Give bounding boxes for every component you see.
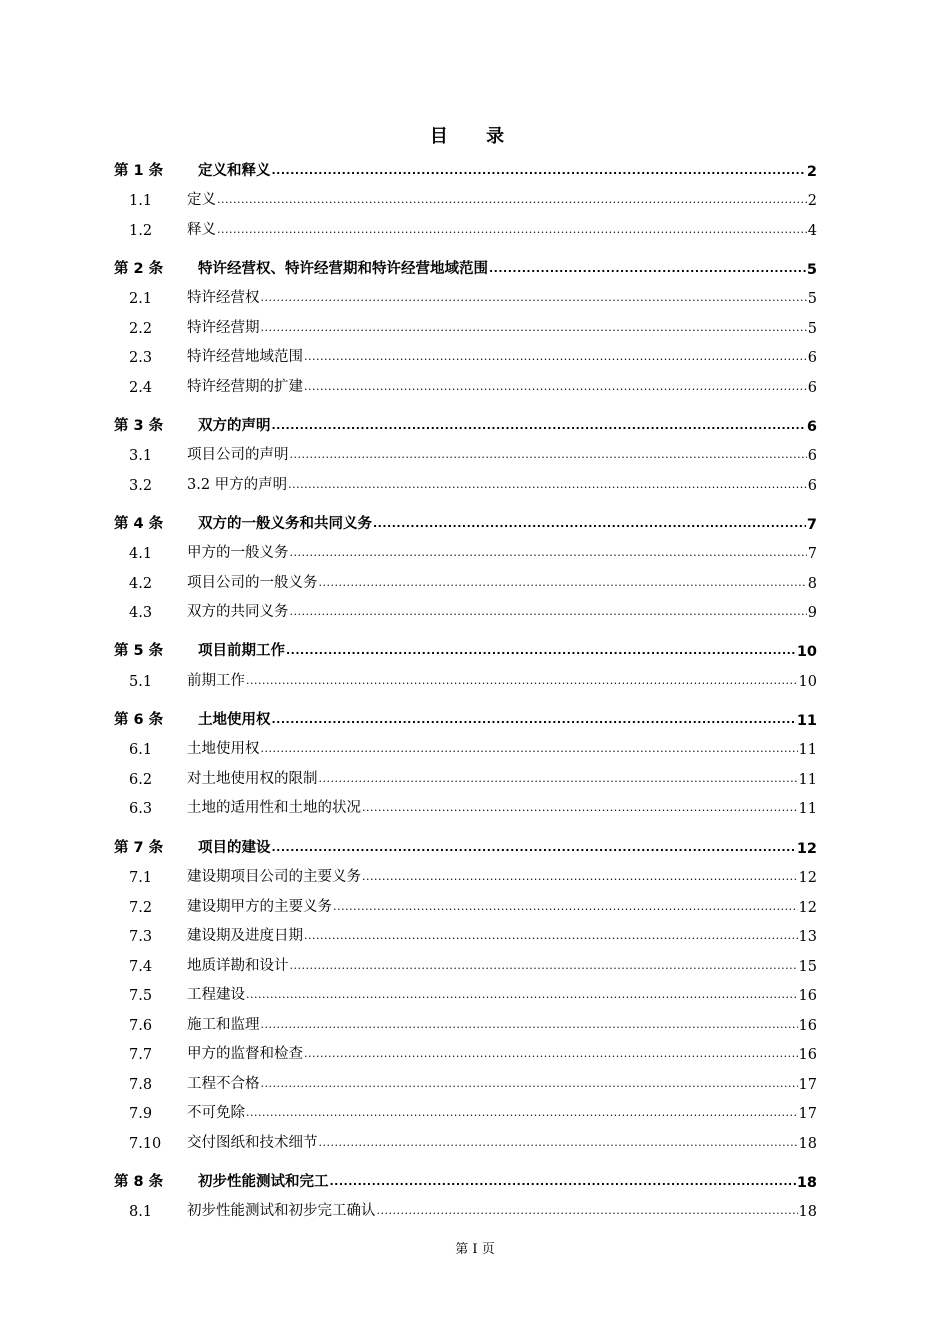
toc-entry-number: 7.9 xyxy=(129,1106,153,1123)
toc-entry-number: 第 5 条 xyxy=(114,643,164,660)
toc-entry-label: 土地的适用性和土地的状况 xyxy=(187,800,361,817)
toc-entry-number: 第 2 条 xyxy=(114,260,164,277)
toc-section-entry[interactable] xyxy=(114,916,817,946)
dot-leader xyxy=(304,351,807,366)
toc-entry-page: 6 xyxy=(807,448,817,465)
toc-entry-number: 2.1 xyxy=(129,291,153,308)
dot-leader xyxy=(261,1078,798,1093)
toc-entry-page: 16 xyxy=(798,1017,817,1034)
toc-section-entry[interactable] xyxy=(114,562,817,592)
toc-entry-page: 18 xyxy=(798,1204,817,1221)
toc-entry-number: 第 6 条 xyxy=(114,711,164,728)
toc-section-entry[interactable] xyxy=(114,435,817,465)
toc-entry-page: 16 xyxy=(798,1047,817,1064)
toc-entry-page: 18 xyxy=(796,1174,817,1191)
toc-entry-page: 11 xyxy=(798,771,817,788)
dot-leader xyxy=(290,960,798,975)
toc-entry-number: 4.3 xyxy=(129,605,153,622)
toc-chapter-entry[interactable] xyxy=(114,699,817,729)
toc-section-entry[interactable] xyxy=(114,1093,817,1123)
toc-entry-number: 第 4 条 xyxy=(114,515,164,532)
toc-section-entry[interactable] xyxy=(114,788,817,818)
toc-section-entry[interactable] xyxy=(114,660,817,690)
page-footer: 第 I 页 xyxy=(455,1242,495,1257)
toc-entry-page: 5 xyxy=(806,261,817,278)
dot-leader xyxy=(304,1048,798,1063)
toc-entry-label: 定义 xyxy=(187,192,216,208)
dot-leader xyxy=(304,930,798,945)
toc-entry-label: 土地使用权 xyxy=(187,741,260,758)
toc-entry-page: 7 xyxy=(806,516,817,533)
toc-entry-number: 7.7 xyxy=(129,1047,153,1064)
toc-entry-label: 初步性能测试和初步完工确认 xyxy=(187,1203,376,1220)
toc-entry-number: 7.4 xyxy=(129,958,153,975)
toc-entry-label: 定义和释义 xyxy=(198,162,271,179)
toc-entry-page: 6 xyxy=(807,477,817,494)
toc-entry-label: 土地使用权 xyxy=(198,711,271,728)
toc-section-entry[interactable] xyxy=(114,464,817,494)
page-title: 目 录 xyxy=(429,126,521,147)
toc-entry-number: 2.4 xyxy=(129,379,153,396)
toc-entry-page: 12 xyxy=(798,899,817,916)
toc-entry-number: 6.3 xyxy=(129,801,153,818)
toc-chapter-entry[interactable] xyxy=(114,503,817,533)
toc-entry-number: 6.1 xyxy=(129,742,153,759)
toc-entry-label: 项目公司的一般义务 xyxy=(187,574,318,591)
toc-entry-label: 甲方的一般义务 xyxy=(187,545,289,562)
toc-entry-label: 建设期项目公司的主要义务 xyxy=(187,869,361,886)
dot-leader xyxy=(319,773,798,788)
toc-section-entry[interactable] xyxy=(114,337,817,367)
dot-leader xyxy=(286,645,796,660)
toc-entry-label: 双方的一般义务和共同义务 xyxy=(198,515,372,532)
toc-entry-label: 双方的声明 xyxy=(198,417,271,434)
toc-section-entry[interactable] xyxy=(114,180,817,210)
toc-entry-page: 18 xyxy=(798,1135,817,1152)
toc-entry-number: 2.2 xyxy=(129,320,153,337)
dot-leader xyxy=(246,675,798,690)
dot-leader xyxy=(261,322,807,337)
toc-entry-label: 释义 xyxy=(187,221,216,238)
toc-entry-label: 不可免除 xyxy=(187,1105,245,1122)
dot-leader xyxy=(261,292,807,307)
toc-section-entry[interactable] xyxy=(114,307,817,337)
toc-entry-page: 13 xyxy=(798,929,817,946)
toc-entry-number: 5.1 xyxy=(129,673,153,690)
dot-leader xyxy=(373,518,806,533)
toc-entry-label: 地质详勘和设计 xyxy=(187,957,289,974)
toc-entry-page: 11 xyxy=(798,742,817,759)
toc-entry-label: 施工和监理 xyxy=(187,1016,260,1033)
toc-entry-number: 7.3 xyxy=(129,929,153,946)
dot-leader xyxy=(272,714,796,729)
toc-entry-label: 项目的建设 xyxy=(198,839,271,856)
toc-section-entry[interactable] xyxy=(114,1004,817,1034)
toc-entry-page: 7 xyxy=(807,546,817,563)
toc-entry-label: 项目公司的声明 xyxy=(187,447,289,464)
table-of-contents xyxy=(114,150,817,1220)
dot-leader xyxy=(246,1107,798,1122)
toc-section-entry[interactable] xyxy=(114,278,817,308)
toc-entry-page: 16 xyxy=(798,988,817,1005)
toc-entry-number: 3.1 xyxy=(129,448,153,465)
dot-leader xyxy=(290,606,807,621)
toc-entry-label: 初步性能测试和完工 xyxy=(198,1173,329,1190)
toc-entry-page: 6 xyxy=(807,350,817,367)
toc-entry-page: 6 xyxy=(806,418,817,435)
dot-leader xyxy=(261,1019,798,1034)
toc-chapter-entry[interactable] xyxy=(114,631,817,661)
dot-leader xyxy=(319,1137,798,1152)
toc-chapter-entry[interactable] xyxy=(114,1161,817,1191)
toc-entry-page: 17 xyxy=(798,1106,817,1123)
toc-section-entry[interactable] xyxy=(114,1034,817,1064)
toc-chapter-entry[interactable] xyxy=(114,150,817,180)
toc-entry-page: 10 xyxy=(796,644,817,661)
dot-leader xyxy=(217,224,807,239)
dot-leader xyxy=(272,165,806,180)
dot-leader xyxy=(304,381,807,396)
toc-entry-label: 3.2 甲方的声明 xyxy=(187,476,288,493)
toc-entry-number: 4.2 xyxy=(129,575,153,592)
toc-section-entry[interactable] xyxy=(114,1122,817,1152)
toc-entry-label: 特许经营权 xyxy=(187,290,260,307)
toc-entry-page: 5 xyxy=(807,320,817,337)
toc-entry-number: 3.2 xyxy=(129,477,153,494)
dot-leader xyxy=(319,577,807,592)
toc-chapter-entry[interactable] xyxy=(114,248,817,278)
toc-entry-page: 2 xyxy=(806,163,817,180)
toc-entry-page: 9 xyxy=(807,605,817,622)
toc-entry-number: 第 7 条 xyxy=(114,839,164,856)
toc-entry-number: 1.2 xyxy=(129,222,153,239)
dot-leader xyxy=(290,449,807,464)
toc-entry-number: 7.6 xyxy=(129,1017,153,1034)
toc-chapter-entry[interactable] xyxy=(114,827,817,857)
toc-entry-label: 双方的共同义务 xyxy=(187,604,289,621)
toc-entry-label: 项目前期工作 xyxy=(198,643,285,660)
toc-entry-page: 2 xyxy=(807,193,817,209)
toc-entry-page: 17 xyxy=(798,1076,817,1093)
toc-entry-page: 6 xyxy=(807,379,817,396)
toc-entry-label: 特许经营期的扩建 xyxy=(187,378,303,395)
toc-entry-number: 2.3 xyxy=(129,350,153,367)
toc-section-entry[interactable] xyxy=(114,1191,817,1221)
toc-entry-page: 10 xyxy=(798,673,817,690)
toc-entry-number: 8.1 xyxy=(129,1204,153,1221)
toc-entry-page: 11 xyxy=(796,712,817,729)
toc-entry-label: 工程不合格 xyxy=(187,1075,260,1092)
dot-leader xyxy=(261,743,798,758)
dot-leader xyxy=(377,1205,798,1220)
toc-entry-number: 7.8 xyxy=(129,1076,153,1093)
toc-entry-number: 7.10 xyxy=(129,1135,162,1152)
toc-entry-label: 前期工作 xyxy=(187,672,245,689)
dot-leader xyxy=(362,802,798,817)
toc-section-entry[interactable] xyxy=(114,945,817,975)
toc-entry-number: 6.2 xyxy=(129,771,153,788)
dot-leader xyxy=(333,901,798,916)
toc-entry-number: 第 1 条 xyxy=(114,162,164,179)
toc-entry-number: 1.1 xyxy=(129,193,153,209)
toc-entry-number: 第 8 条 xyxy=(114,1173,164,1190)
toc-entry-page: 12 xyxy=(796,840,817,857)
toc-section-entry[interactable] xyxy=(114,729,817,759)
dot-leader xyxy=(290,547,807,562)
toc-entry-number: 7.2 xyxy=(129,899,153,916)
toc-section-entry[interactable] xyxy=(114,857,817,887)
toc-section-entry[interactable] xyxy=(114,975,817,1005)
toc-entry-label: 建设期及进度日期 xyxy=(187,928,303,945)
toc-entry-page: 12 xyxy=(798,870,817,887)
toc-entry-label: 特许经营地域范围 xyxy=(187,349,303,366)
toc-section-entry[interactable] xyxy=(114,533,817,563)
dot-leader xyxy=(217,194,807,209)
toc-entry-page: 4 xyxy=(807,222,817,239)
dot-leader xyxy=(330,1176,796,1191)
toc-entry-number: 7.1 xyxy=(129,870,153,887)
toc-section-entry[interactable] xyxy=(114,592,817,622)
toc-entry-label: 对土地使用权的限制 xyxy=(187,770,318,787)
dot-leader xyxy=(272,842,796,857)
toc-entry-page: 5 xyxy=(807,291,817,308)
toc-section-entry[interactable] xyxy=(114,209,817,239)
toc-entry-page: 15 xyxy=(798,958,817,975)
dot-leader xyxy=(288,479,807,494)
toc-entry-number: 4.1 xyxy=(129,546,153,563)
toc-chapter-entry[interactable] xyxy=(114,405,817,435)
dot-leader xyxy=(272,420,806,435)
toc-entry-number: 7.5 xyxy=(129,988,153,1005)
dot-leader xyxy=(246,989,798,1004)
toc-section-entry[interactable] xyxy=(114,366,817,396)
toc-section-entry[interactable] xyxy=(114,758,817,788)
dot-leader xyxy=(362,871,798,886)
toc-entry-number: 第 3 条 xyxy=(114,417,164,434)
toc-entry-page: 8 xyxy=(807,575,817,592)
dot-leader xyxy=(489,263,806,278)
toc-entry-label: 特许经营权、特许经营期和特许经营地域范围 xyxy=(198,260,488,277)
toc-entry-page: 11 xyxy=(798,801,817,818)
toc-entry-label: 特许经营期 xyxy=(187,319,260,336)
toc-entry-label: 甲方的监督和检查 xyxy=(187,1046,303,1063)
toc-entry-label: 建设期甲方的主要义务 xyxy=(187,898,332,915)
toc-section-entry[interactable] xyxy=(114,886,817,916)
toc-entry-label: 工程建设 xyxy=(187,987,245,1004)
toc-section-entry[interactable] xyxy=(114,1063,817,1093)
toc-entry-label: 交付图纸和技术细节 xyxy=(187,1134,318,1151)
